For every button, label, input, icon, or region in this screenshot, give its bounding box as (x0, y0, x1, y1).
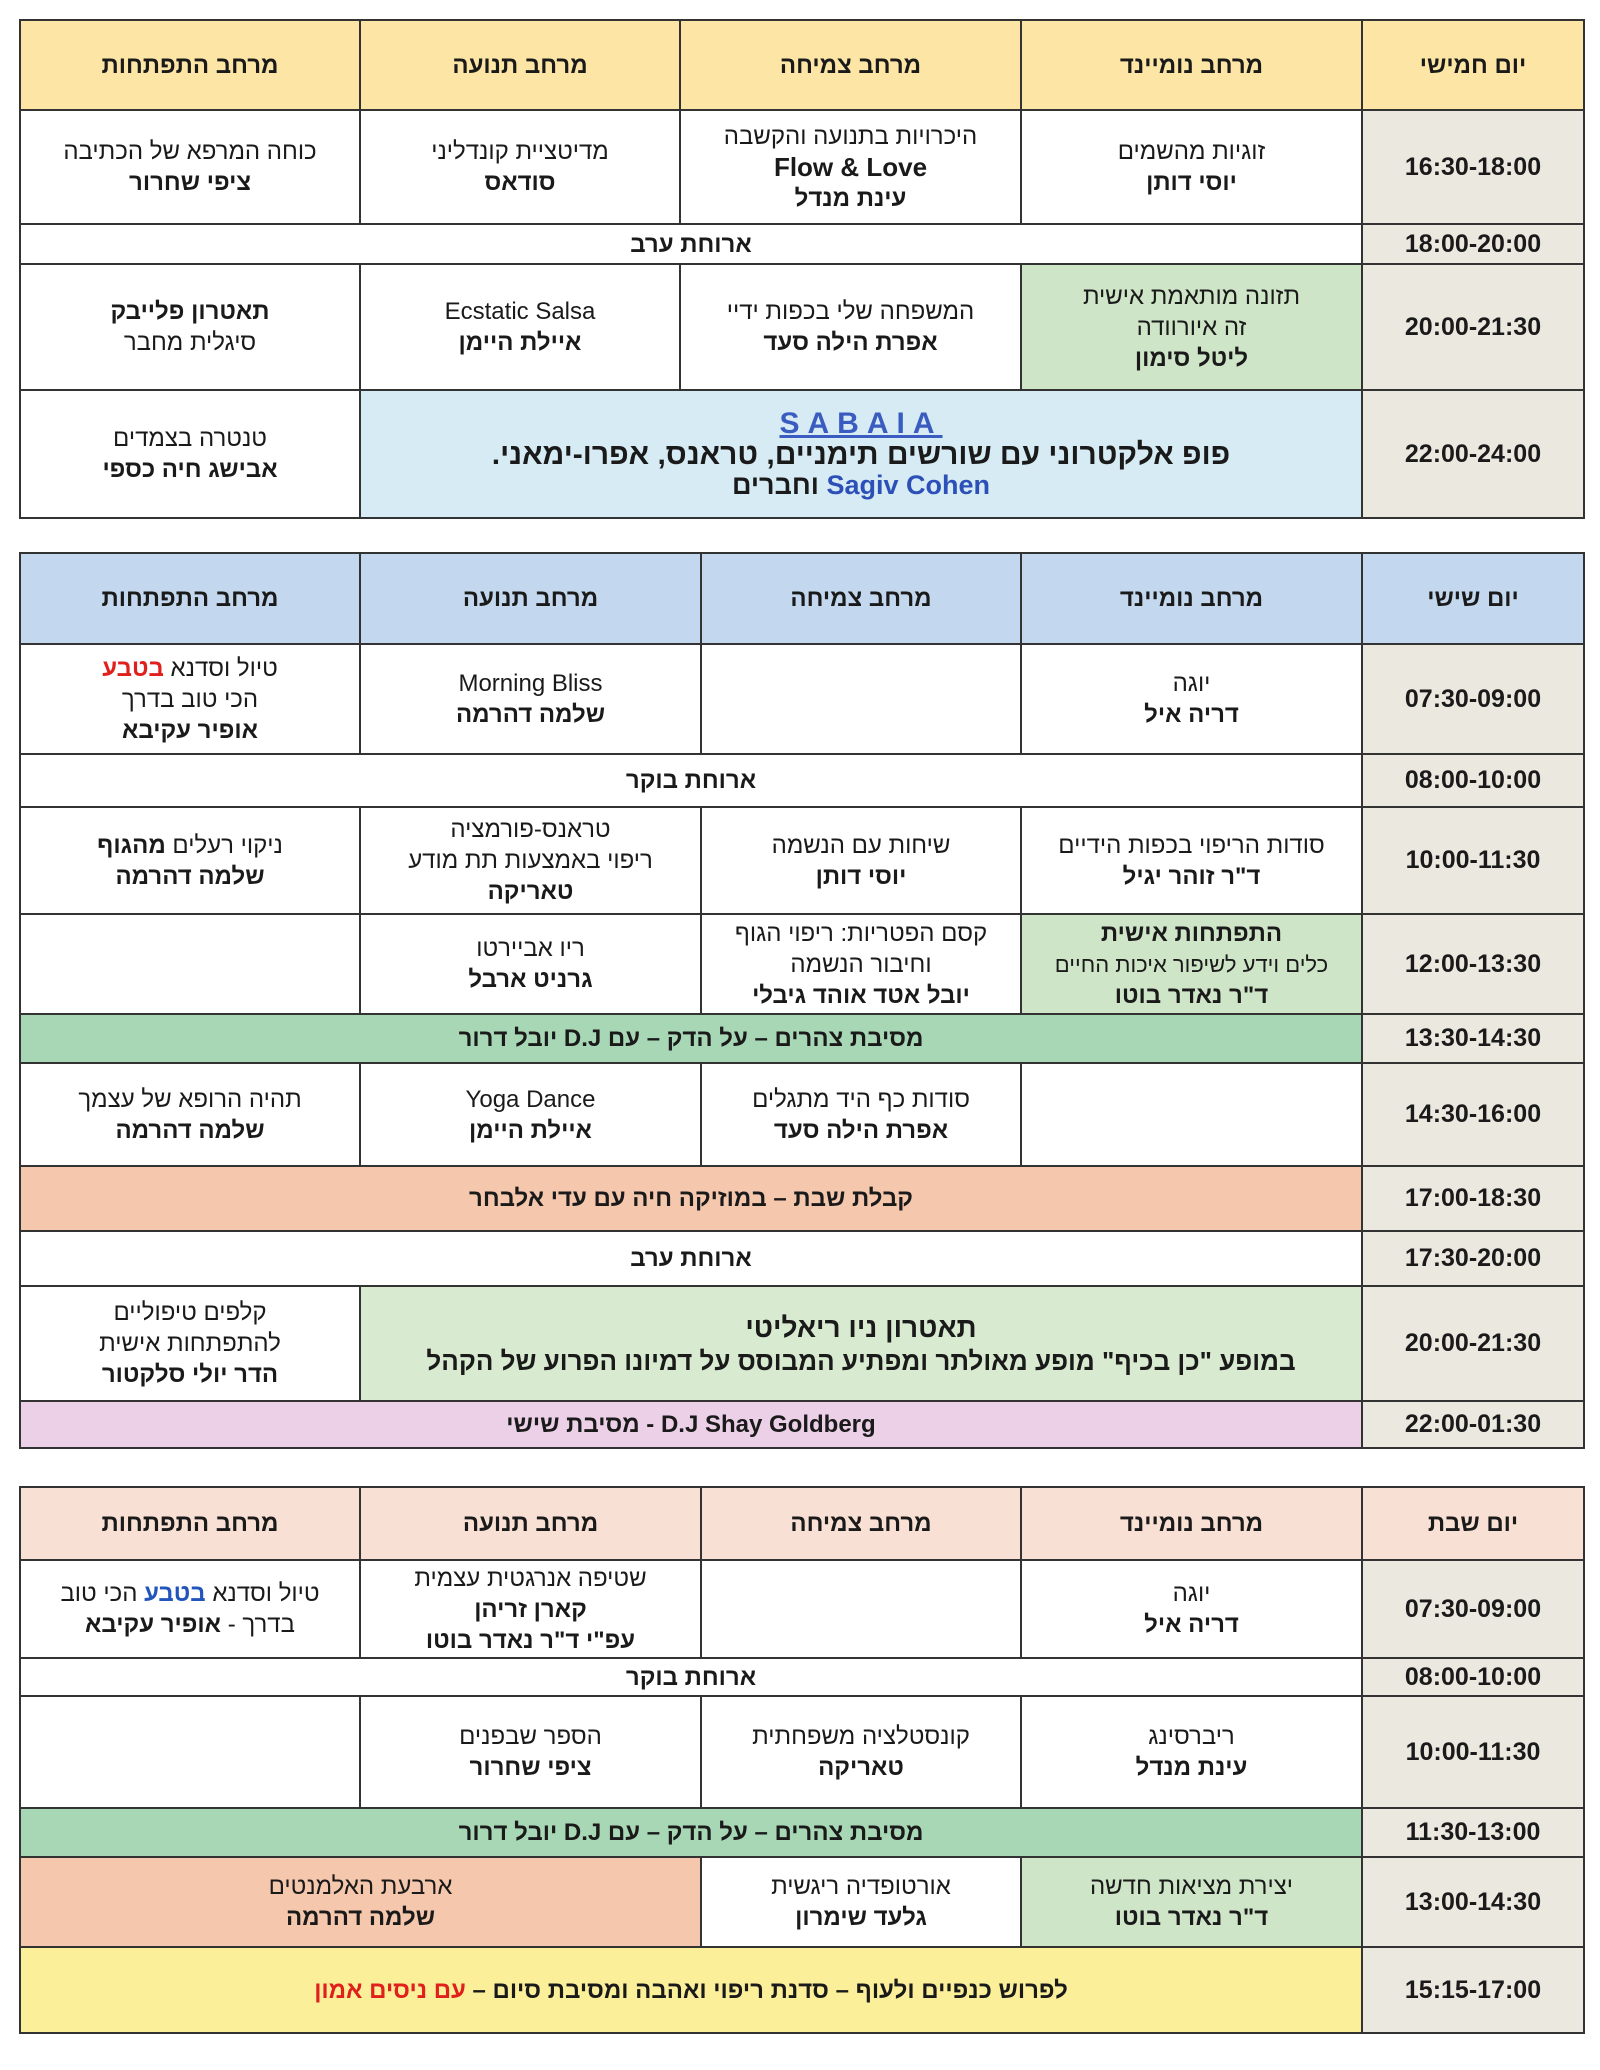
stage-header-development: מרחב התפתחות (20, 1487, 360, 1560)
session-cell: קסם הפטריות: ריפוי הגוף וחיבור הנשמה יובל אטד אוהד גיבלי (701, 914, 1021, 1014)
session-cell: הספר שבפנים ציפי שחרור (360, 1696, 701, 1808)
session-cell: טראנס-פורמציה ריפוי באמצעות תת מודע טאריקה (360, 807, 701, 914)
session-cell: קלפים טיפוליים להתפתחות אישית הדר יולי סלקטור (20, 1286, 360, 1401)
stage-header-nomind: מרחב נומיינד (1021, 20, 1362, 110)
session-cell: סודות כף היד מתגלים אפרת הילה סעד (701, 1063, 1021, 1166)
session-cell: Ecstatic Salsa איילת היימן (360, 264, 680, 390)
table-row (20, 1401, 1584, 1448)
table-row (20, 1560, 1584, 1658)
session-cell: יצירת מציאות חדשה ד"ר נאדר בוטו (1021, 1857, 1362, 1947)
time-slot: 11:30-13:00 (1362, 1808, 1584, 1857)
theater-description: במופע "כן בכיף" מופע מאולתר ומפתיע המבוסס על דמיונו הפרוע של הקהל (426, 1346, 1296, 1376)
session-cell: התפתחות אישית כלים וידע לשיפור איכות החיים ד"ר נאדר בוטו (1021, 914, 1362, 1014)
session-cell: זוגיות מהשמים יוסי דותן (1021, 110, 1362, 224)
session-cell: קונסטלציה משפחתית טאריקה (701, 1696, 1021, 1808)
dinner-cell: ארוחת ערב (20, 224, 1362, 264)
stage-header-growth: מרחב צמיחה (701, 1487, 1021, 1560)
sabaia-title: SABAIA (779, 406, 943, 440)
stage-header-movement: מרחב תנועה (360, 20, 680, 110)
thursday-table (19, 19, 1585, 519)
theater-cell (360, 1286, 1362, 1401)
time-slot: 08:00-10:00 (1362, 754, 1584, 807)
time-slot: 13:30-14:30 (1362, 1014, 1584, 1063)
table-row (20, 1808, 1584, 1857)
session-cell: אורטופדיה ריגשית גלעד שימרון (701, 1857, 1021, 1947)
table-row (20, 644, 1584, 754)
theater-title: תאטרון ניו ריאליטי (745, 1312, 977, 1343)
breakfast-cell: ארוחת בוקר (20, 754, 1362, 807)
session-cell: תאטרון פלייבק סיגלית מחבר (20, 264, 360, 390)
day-label: יום שישי (1362, 553, 1584, 644)
elements-session-cell: ארבעת האלמנטים שלמה דהרמה (20, 1857, 701, 1947)
stage-header-growth: מרחב צמיחה (680, 20, 1021, 110)
time-slot: 14:30-16:00 (1362, 1063, 1584, 1166)
time-slot: 13:00-14:30 (1362, 1857, 1584, 1947)
session-cell: היכרויות בתנועה והקשבה Flow & Love עינת מנדל (680, 110, 1021, 224)
stage-header-movement: מרחב תנועה (360, 1487, 701, 1560)
friday-party-cell: D.J Shay Goldberg - מסיבת שישי (20, 1401, 1362, 1448)
stage-header-nomind: מרחב נומיינד (1021, 1487, 1362, 1560)
session-cell: שטיפה אנרגטית עצמית קארן זריהן עפ"י ד"ר נאדר בוטו (360, 1560, 701, 1658)
stage-header-growth: מרחב צמיחה (701, 553, 1021, 644)
time-slot: 17:00-18:30 (1362, 1166, 1584, 1231)
lunch-party-cell: מסיבת צהרים – על הדק – עם D.J יובל דרור (20, 1808, 1362, 1857)
session-cell: ריברסינג עינת מנדל (1021, 1696, 1362, 1808)
dinner-cell: ארוחת ערב (20, 1231, 1362, 1286)
session-cell: טיול וסדנא בטבע הכי טוב בדרך אופיר עקיבא (20, 644, 360, 754)
table-row (20, 224, 1584, 264)
time-slot: 18:00-20:00 (1362, 224, 1584, 264)
table-row (20, 754, 1584, 807)
table-row (20, 1857, 1584, 1947)
time-slot: 16:30-18:00 (1362, 110, 1584, 224)
table-row (20, 1947, 1584, 2033)
session-cell: ניקוי רעלים מהגוף שלמה דהרמה (20, 807, 360, 914)
kabbalat-shabbat-cell: קבלת שבת – במוזיקה חיה עם עדי אלבחר (20, 1166, 1362, 1231)
saturday-table (19, 1486, 1585, 2034)
time-slot: 20:00-21:30 (1362, 1286, 1584, 1401)
saturday-header-row (20, 1487, 1584, 1560)
time-slot: 08:00-10:00 (1362, 1658, 1584, 1696)
session-cell: תזונה מותאמת אישית זה איורוודה ליטל סימון (1021, 264, 1362, 390)
table-row (20, 807, 1584, 914)
time-slot: 07:30-09:00 (1362, 1560, 1584, 1658)
time-slot: 10:00-11:30 (1362, 807, 1584, 914)
time-slot: 12:00-13:30 (1362, 914, 1584, 1014)
day-label: יום שבת (1362, 1487, 1584, 1560)
table-row (20, 1231, 1584, 1286)
session-cell: Morning Bliss שלמה דהרמה (360, 644, 701, 754)
session-cell: Yoga Dance איילת היימן (360, 1063, 701, 1166)
table-row (20, 264, 1584, 390)
table-row (20, 1696, 1584, 1808)
table-row (20, 390, 1584, 518)
session-cell: יוגה דריה איל (1021, 644, 1362, 754)
lunch-party-cell: מסיבת צהרים – על הדק – עם D.J יובל דרור (20, 1014, 1362, 1063)
session-cell: כוחה המרפא של הכתיבה ציפי שחרור (20, 110, 360, 224)
session-cell: שיחות עם הנשמה יוסי דותן (701, 807, 1021, 914)
session-cell: מדיטציית קונדליני סודאס (360, 110, 680, 224)
stage-header-development: מרחב התפתחות (20, 553, 360, 644)
table-row (20, 1063, 1584, 1166)
session-cell: סודות הריפוי בכפות הידיים ד"ר זוהר יגיל (1021, 807, 1362, 914)
session-cell: יוגה דריה איל (1021, 1560, 1362, 1658)
table-row (20, 914, 1584, 1014)
session-cell: תהיה הרופא של עצמך שלמה דהרמה (20, 1063, 360, 1166)
sabaia-performers: Sagiv Cohen וחברים (732, 469, 990, 500)
table-row (20, 1166, 1584, 1231)
stage-header-development: מרחב התפתחות (20, 20, 360, 110)
time-slot: 17:30-20:00 (1362, 1231, 1584, 1286)
table-row (20, 1014, 1584, 1063)
session-cell (20, 914, 360, 1014)
session-cell: המשפחה שלי בכפות ידיי אפרת הילה סעד (680, 264, 1021, 390)
session-cell (20, 1696, 360, 1808)
stage-header-movement: מרחב תנועה (360, 553, 701, 644)
friday-table (19, 552, 1585, 1449)
time-slot: 10:00-11:30 (1362, 1696, 1584, 1808)
friday-header-row (20, 553, 1584, 644)
session-cell (1021, 1063, 1362, 1166)
time-slot: 22:00-24:00 (1362, 390, 1584, 518)
time-slot: 22:00-01:30 (1362, 1401, 1584, 1448)
time-slot: 20:00-21:30 (1362, 264, 1584, 390)
time-slot: 07:30-09:00 (1362, 644, 1584, 754)
breakfast-cell: ארוחת בוקר (20, 1658, 1362, 1696)
session-cell: טיול וסדנא בטבע הכי טוב בדרך - אופיר עקיבא (20, 1560, 360, 1658)
time-slot: 15:15-17:00 (1362, 1947, 1584, 2033)
session-cell (701, 1560, 1021, 1658)
session-cell (701, 644, 1021, 754)
sabaia-description: פופ אלקטרוני עם שורשים תימניים, טראנס, אפרו-ימאני. (491, 437, 1231, 471)
table-row (20, 110, 1584, 224)
table-row (20, 1658, 1584, 1696)
closing-party-cell: לפרוש כנפיים ולעוף – סדנת ריפוי ואהבה ומסיבת סיום – עם ניסים אמון (20, 1947, 1362, 2033)
session-cell: ריו אביירטו גרניט ארבל (360, 914, 701, 1014)
table-row (20, 1286, 1584, 1401)
thursday-header-row (20, 20, 1584, 110)
day-label: יום חמישי (1362, 20, 1584, 110)
sabaia-show-cell (360, 390, 1362, 518)
stage-header-nomind: מרחב נומיינד (1021, 553, 1362, 644)
session-cell: טנטרה בצמדים אבישג חיה כספי (20, 390, 360, 518)
